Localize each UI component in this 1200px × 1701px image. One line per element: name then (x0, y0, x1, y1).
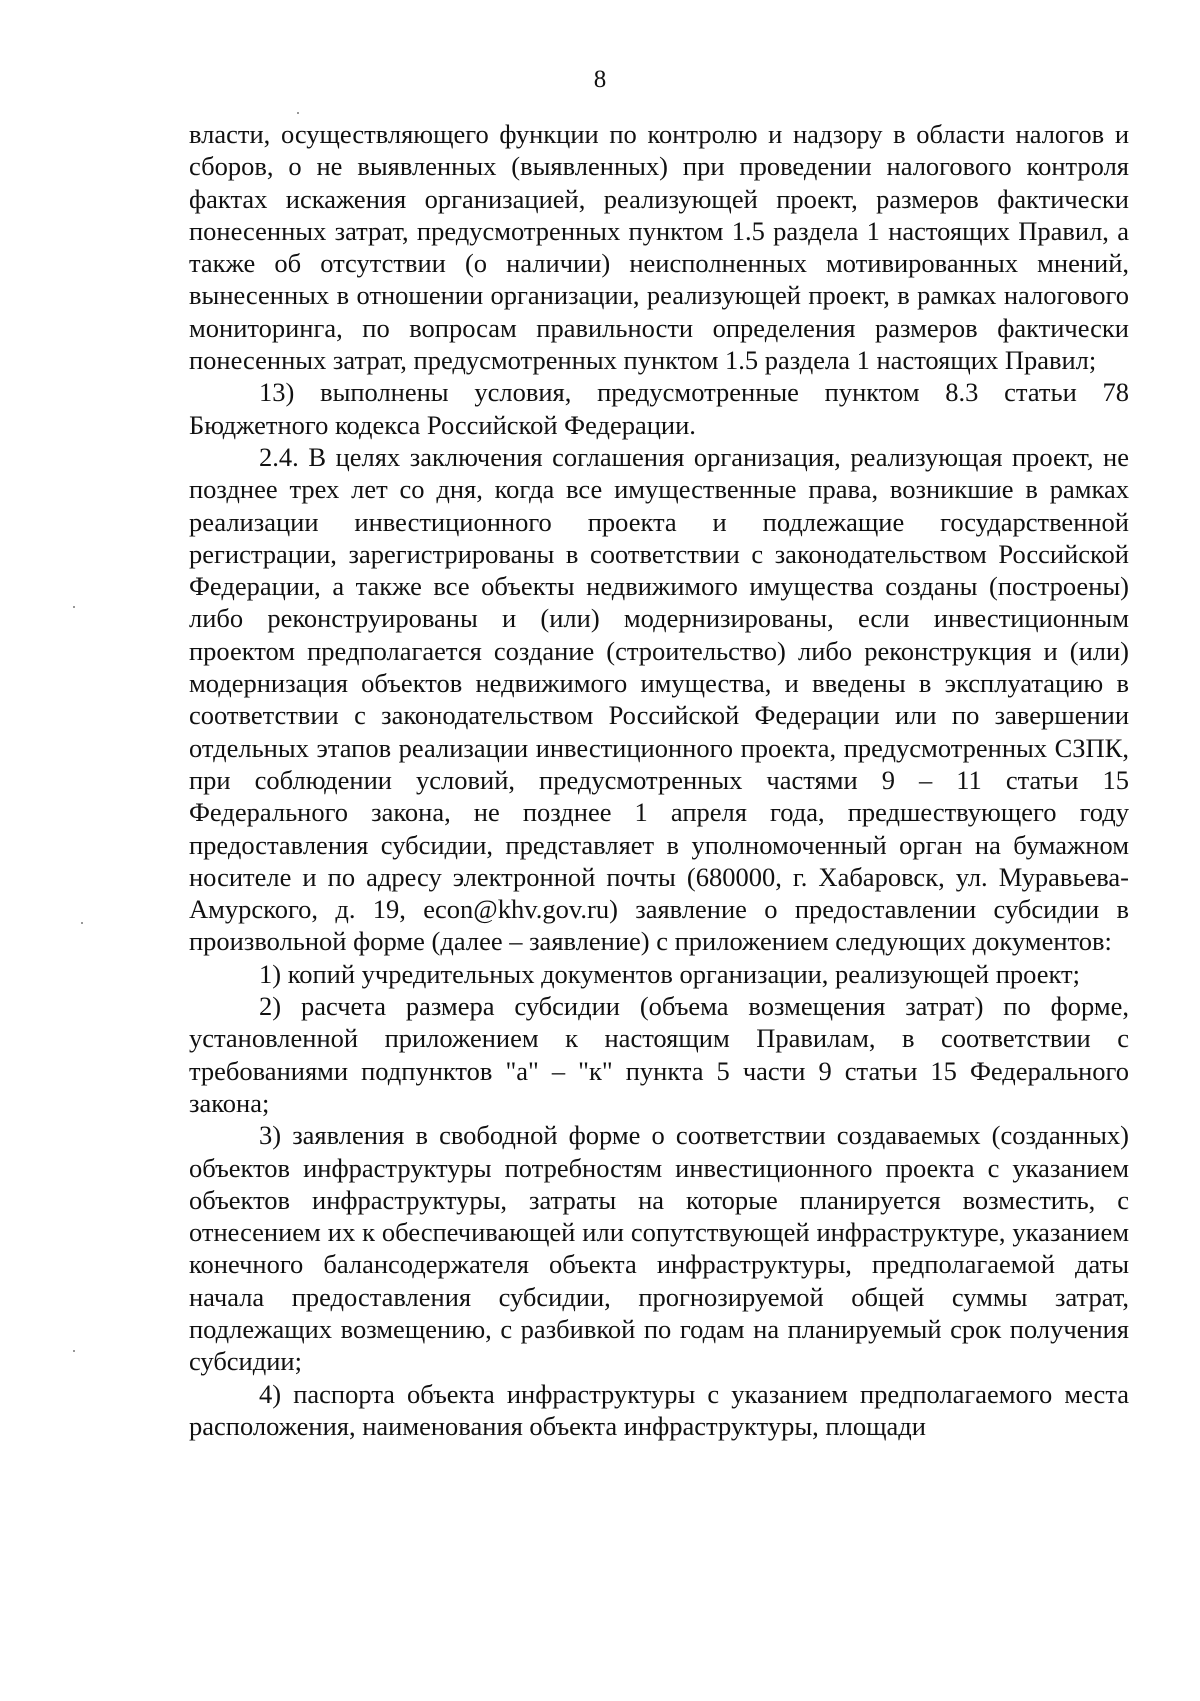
paragraph-item-1: 1) копий учредительных документов организации, реализующей проект; (259, 958, 1080, 989)
scan-speck (73, 1350, 75, 1352)
scan-speck (81, 922, 83, 924)
paragraph-section-2-4: 2.4. В целях заключения соглашения организация, реализующая проект, не позднее трех лет со дня, когда все имущественные права, возникшие в рамках реализации инвестиционного проекта и подлежащие государственной регистрации, зарегистрированы в соответствии с законодательством Российской Федерации, а также все объекты недвижимого имущества созданы (построены) либо реконструированы и (или) модернизированы, если инвестиционным проектом предполагается создание (строительство) либо реконструкция и (или) модернизация объектов недвижимого имущества, и введены в эксплуатацию в соответствии с законодательством Российской Федерации или по завершении отдельных этапов реализации инвестиционного проекта, предусмотренных СЗПК, при соблюдении условий, предусмотренных частями 9 – 11 статьи 15 Федерального закона, не позднее 1 апреля года, предшествующего году предоставления субсидии, представляет в уполномоченный орган на бумажном носителе и по адресу электронной почты (680000, г. Хабаровск, ул. Муравьева-Амурского, д. 19, econ@khv.gov.ru) заявление о предоставлении субсидии в произвольной форме (далее – заявление) с приложением следующих документов: (189, 441, 1129, 957)
scan-speck (297, 112, 299, 114)
paragraph-item-3: 3) заявления в свободной форме о соответствии создаваемых (созданных) объектов инфраструктуры потребностям инвестиционного проекта с указанием объектов инфраструктуры, затраты на которые планируется возместить, с отнесением их к обеспечивающей или сопутствующей инфраструктуре, указанием конечного балансодержателя объекта инфраструктуры, предполагаемой даты начала предоставления субсидии, прогнозируемой общей суммы затрат, подлежащих возмещению, с разбивкой по годам на планируемый срок получения субсидии; (189, 1120, 1129, 1377)
page-number: 8 (593, 66, 607, 93)
paragraph-item-2: 2) расчета размера субсидии (объема возмещения затрат) по форме, установленной приложением к настоящим Правилам, в соответствии с требованиями подпунктов "а" – "к" пункта 5 части 9 статьи 15 Федерального закона; (189, 991, 1129, 1118)
document-body (189, 118, 1129, 1442)
paragraph-item-4: 4) паспорта объекта инфраструктуры с указанием предполагаемого места расположения, наименования объекта инфраструктуры, площади (189, 1378, 1129, 1441)
paragraph-continuation: власти, осуществляющего функции по контролю и надзору в области налогов и сборов, о не выявленных (выявленных) при проведении налогового контроля фактах искажения организацией, реализующей проект, размеров фактически понесенных затрат, предусмотренных пунктом 1.5 раздела 1 настоящих Правил, а также об отсутствии (о наличии) неисполненных мотивированных мнений, вынесенных в отношении организации, реализующей проект, в рамках налогового мониторинга, по вопросам правильности определения размеров фактически понесенных затрат, предусмотренных пунктом 1.5 раздела 1 настоящих Правил; (189, 119, 1129, 376)
scan-speck (73, 606, 75, 608)
paragraph-item-13: 13) выполнены условия, предусмотренные пунктом 8.3 статьи 78 Бюджетного кодекса Российской Федерации. (189, 377, 1129, 440)
